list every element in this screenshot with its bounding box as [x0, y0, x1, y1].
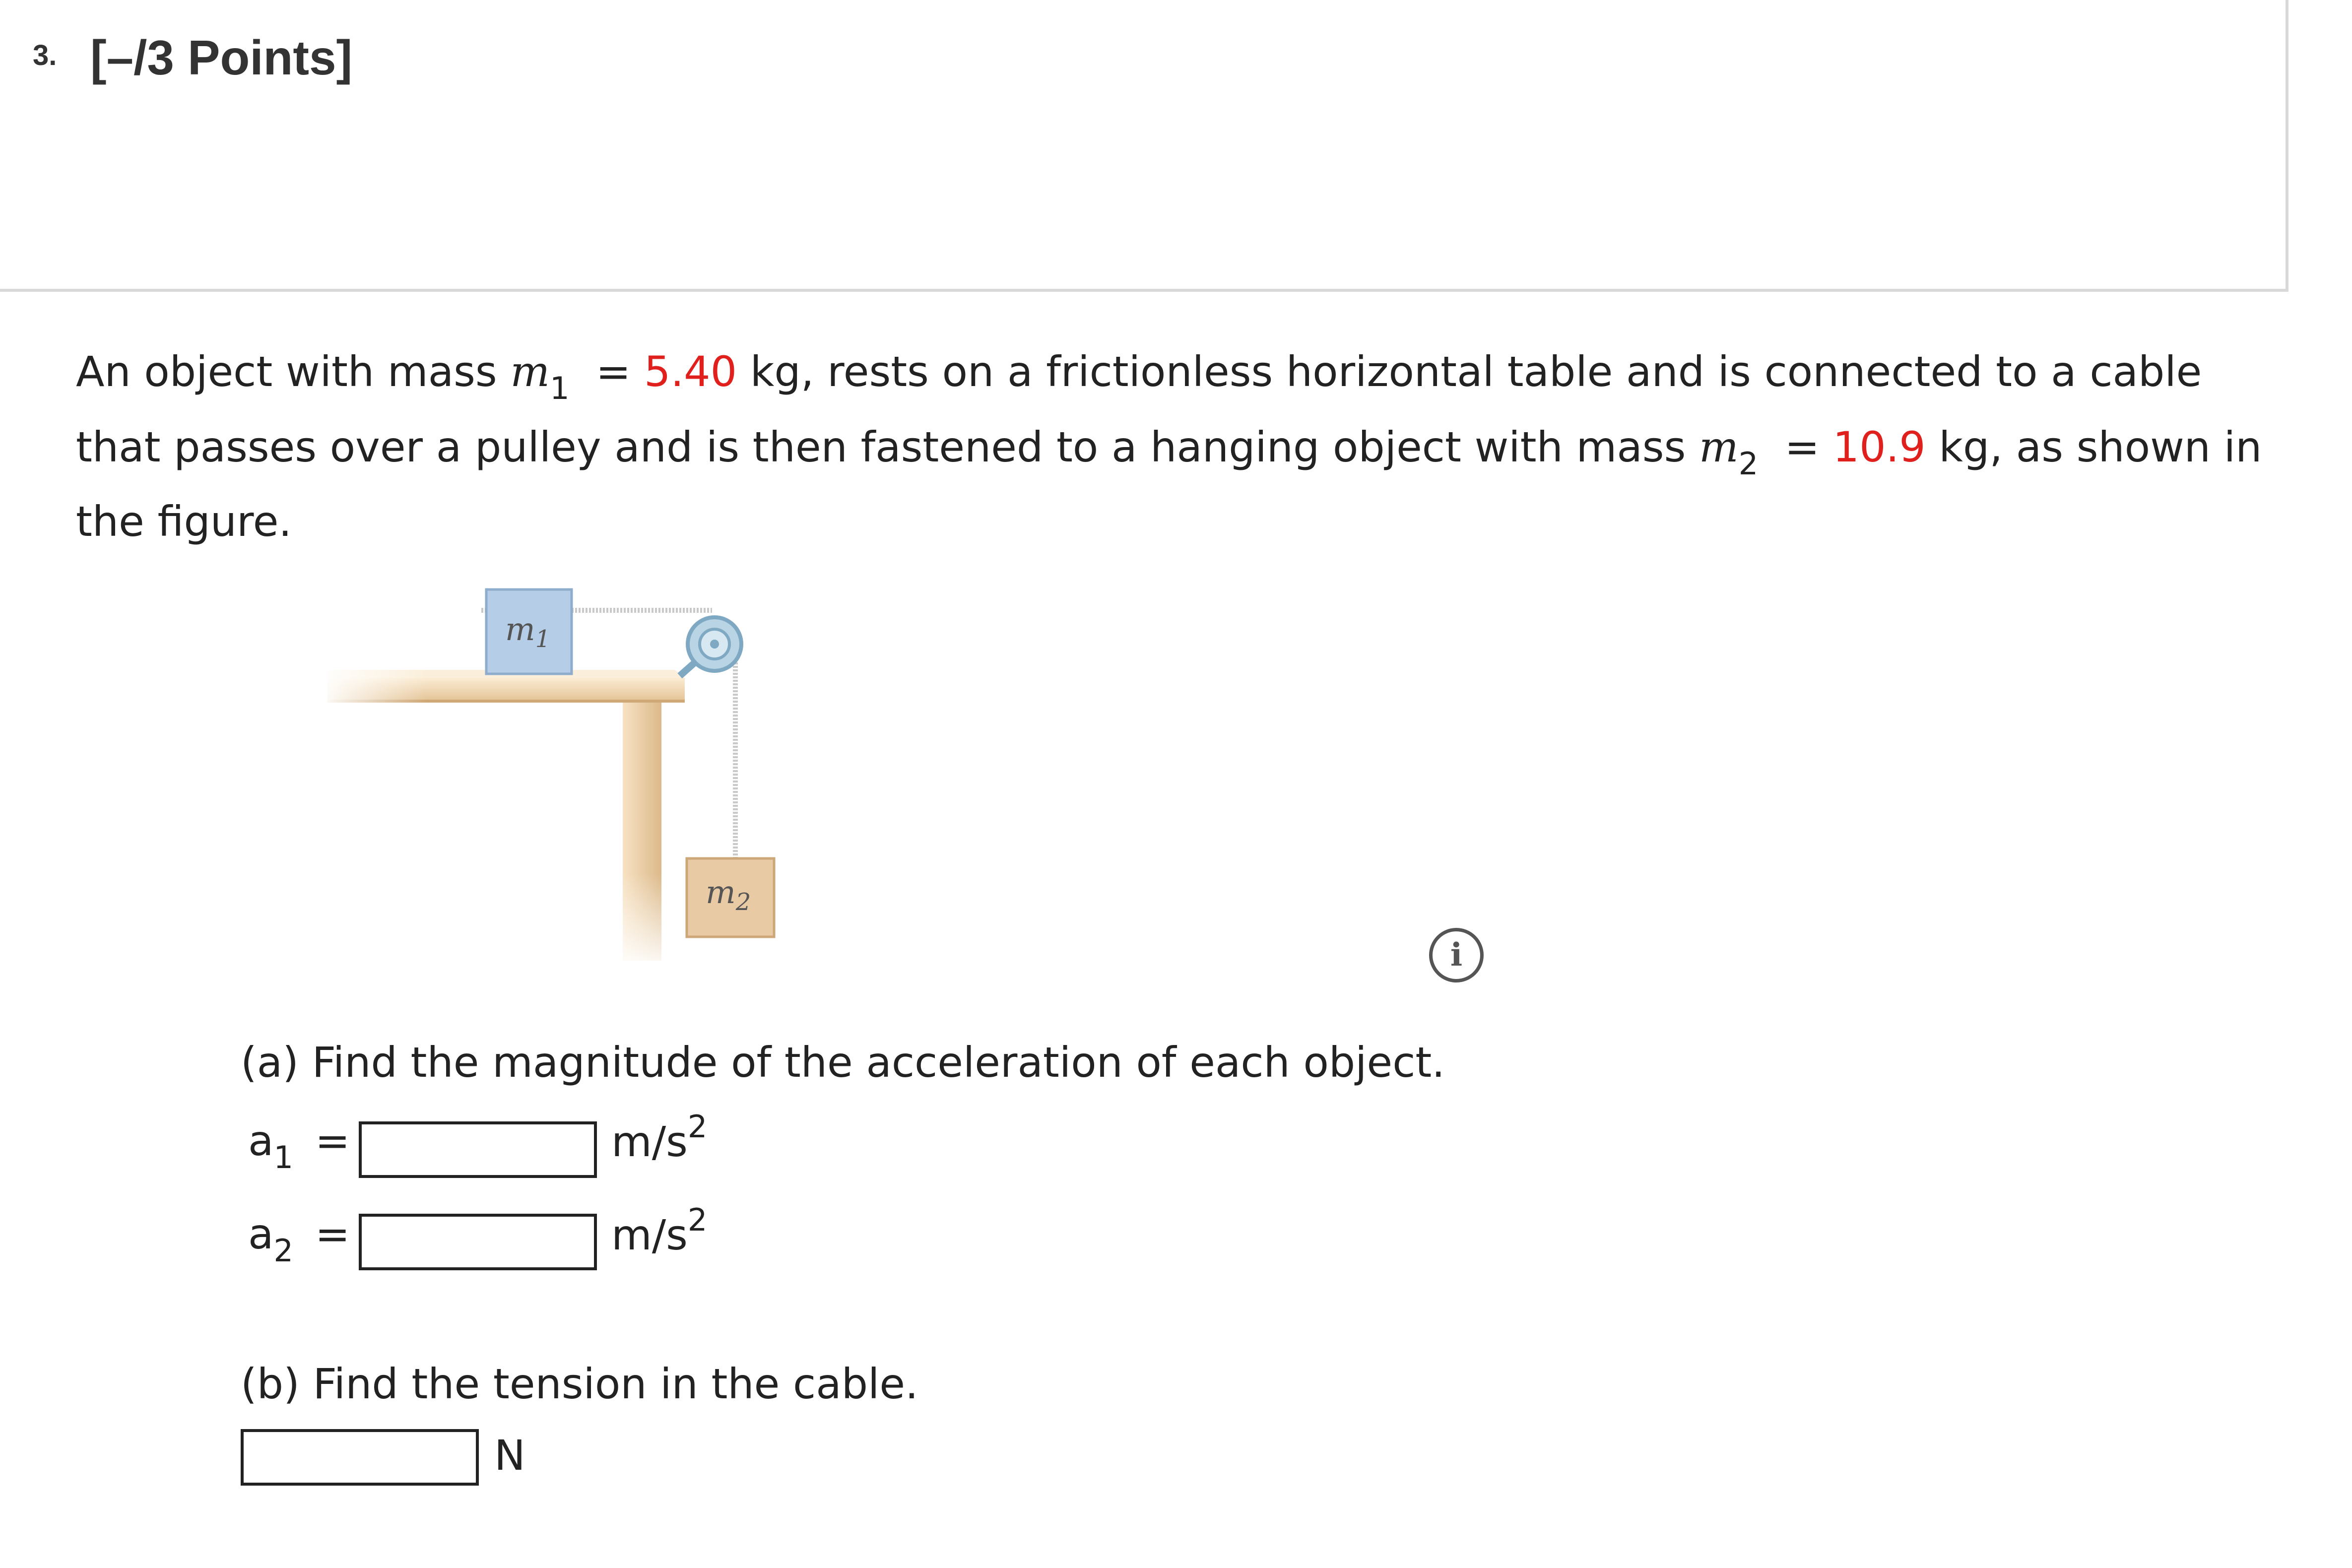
problem-line-2: [76, 423, 2262, 482]
a1-unit: $m/s^2$: [611, 1109, 708, 1166]
a1-answer-input[interactable]: [359, 1121, 597, 1178]
m2-value: 10.9: [1832, 423, 1926, 471]
problem-text: An object with mass: [76, 347, 511, 396]
problem-text: that passes over a pulley and is then fastened to a hanging object with mass: [76, 423, 1699, 471]
m1-value: 5.40: [644, 347, 737, 396]
block-m2-label: $m_2$: [706, 874, 751, 916]
a2-label: $a_2$: [248, 1210, 293, 1269]
equals-sign: =: [1784, 423, 1820, 471]
part-a-prompt: (a) Find the magnitude of the acceleration of each object.: [241, 1038, 1445, 1087]
m2-symbol: m: [1699, 423, 1739, 471]
equals-sign: =: [315, 1116, 350, 1165]
equals-sign: =: [595, 347, 631, 396]
a2-answer-input[interactable]: [359, 1214, 597, 1270]
info-icon[interactable]: i: [1429, 928, 1484, 982]
tension-unit: N: [494, 1431, 525, 1480]
problem-line-3: the figure.: [76, 497, 292, 546]
problem-line-1: [76, 347, 2202, 406]
part-b-prompt: (b) Find the tension in the cable.: [241, 1360, 918, 1408]
points-label: [–/3 Points]: [90, 30, 353, 85]
pulley-figure: [298, 566, 794, 992]
question-number: 3.: [33, 39, 57, 71]
m1-subscript: 1: [550, 370, 570, 406]
table: [318, 665, 686, 973]
block-m1-label: $m_1$: [505, 611, 551, 653]
m1-symbol: m: [510, 347, 550, 396]
a1-label: $a_1$: [248, 1116, 293, 1176]
m2-subscript: 2: [1738, 446, 1759, 482]
equals-sign: =: [315, 1210, 350, 1258]
problem-text: kg, as shown in: [1925, 423, 2262, 471]
tension-answer-input[interactable]: [241, 1429, 479, 1486]
problem-text: kg, rests on a frictionless horizontal table and is connected to a cable: [737, 347, 2202, 396]
a2-unit: $m/s^2$: [611, 1202, 708, 1259]
pulley: [680, 617, 741, 676]
